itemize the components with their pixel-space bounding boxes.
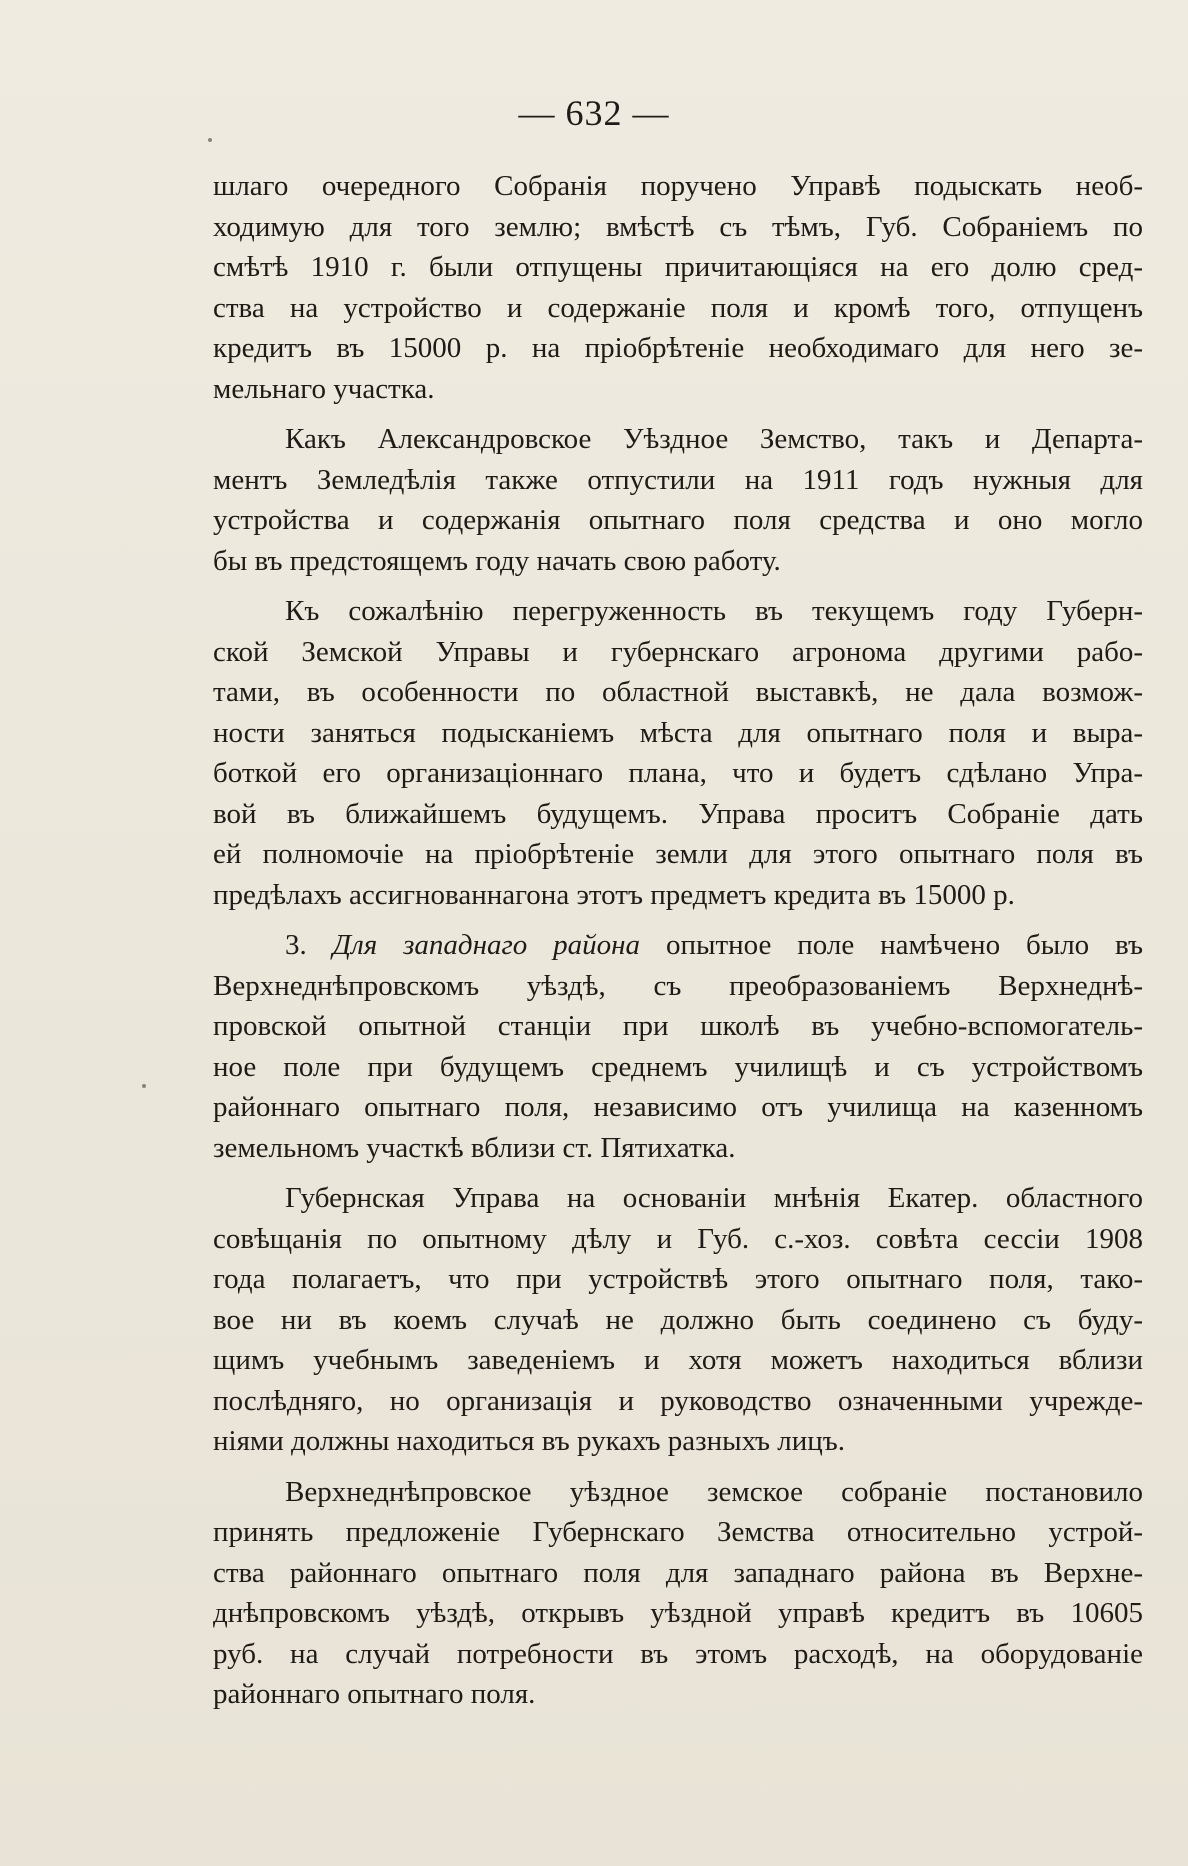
text-line: предѣлахъ ассигнованнагона этотъ предметъ кредита въ 15000 р. xyxy=(213,878,1015,911)
text-line: ментъ Земледѣлія также отпустили на 1911 годъ нужныя для xyxy=(213,463,1143,496)
text-line: днѣпровскомъ уѣздѣ, открывъ уѣздной управѣ кредитъ въ 10605 xyxy=(213,1597,1143,1629)
text-line: смѣтѣ 1910 г. были отпущены причитающіяся на его долю сред- xyxy=(213,251,1143,283)
text-fragment: опытное поле намѣчено было въ xyxy=(640,929,1144,961)
text-line: ное поле при будущемъ среднемъ училищѣ и съ устройствомъ xyxy=(213,1050,1143,1083)
paragraph-4 xyxy=(213,925,1143,1168)
body-text xyxy=(213,166,1143,1725)
text-line: щимъ учебнымъ заведеніемъ и хотя можетъ находиться вблизи xyxy=(213,1344,1143,1376)
text-line: устройства и содержанія опытнаго поля средства и оно могло xyxy=(213,504,1143,536)
text-line: ей полномочіе на пріобрѣтеніе земли для этого опытнаго поля въ xyxy=(213,838,1143,870)
item-number: 3. xyxy=(285,929,333,961)
text-line: принять предложеніе Губернскаго Земства относительно устрой- xyxy=(213,1516,1143,1548)
text-line: кредитъ въ 15000 р. на пріобрѣтеніе необходимаго для него зе- xyxy=(213,332,1143,364)
text-line: вое ни въ коемъ случаѣ не должно быть соединено съ буду- xyxy=(213,1303,1143,1336)
text-line: районнаго опытнаго поля, независимо отъ училища на казенномъ xyxy=(213,1091,1143,1123)
text-line: шлаго очередного Собранія поручено Управѣ подыскать необ- xyxy=(213,170,1143,202)
text-line: бы въ предстоящемъ году начать свою работу. xyxy=(213,544,781,577)
text-line: ходимую для того землю; вмѣстѣ съ тѣмъ, Губ. Собраніемъ по xyxy=(213,210,1143,243)
text-line: Къ сожалѣнію перегруженность въ текущемъ году Губерн- xyxy=(285,595,1143,627)
text-line: Верхнеднѣпровское уѣздное земское собраніе постановило xyxy=(285,1475,1143,1508)
text-line: Губернская Управа на основаніи мнѣнія Екатер. областного xyxy=(285,1182,1143,1214)
paragraph-2 xyxy=(213,419,1143,581)
paragraph-3 xyxy=(213,591,1143,915)
text-line: вой въ ближайшемъ будущемъ. Управа проситъ Собраніе дать xyxy=(213,797,1143,830)
text-line: года полагаетъ, что при устройствѣ этого опытнаго поля, тако- xyxy=(213,1263,1143,1295)
text-line: ской Земской Управы и губернскаго агронома другими рабо- xyxy=(213,635,1143,668)
paragraph-6 xyxy=(213,1472,1143,1715)
paragraph-1 xyxy=(213,166,1143,409)
text-line: Какъ Александровское Уѣздное Земство, такъ и Департа- xyxy=(285,423,1143,455)
page-number: — 632 — xyxy=(518,93,670,133)
text-line-with-heading xyxy=(213,925,1143,966)
text-line: мельнаго участка. xyxy=(213,372,435,405)
text-line: тами, въ особенности по областной выставкѣ, не дала возмож- xyxy=(213,676,1143,708)
text-line: послѣдняго, но организація и руководство означенными учрежде- xyxy=(213,1384,1143,1417)
section-heading-italic: Для западнаго района xyxy=(332,929,641,961)
text-line: ности заняться подысканіемъ мѣста для опытнаго поля и выра- xyxy=(213,716,1143,749)
ink-speck xyxy=(208,138,212,142)
text-line: боткой его организаціоннаго плана, что и будетъ сдѣлано Упра- xyxy=(213,757,1143,789)
text-line: совѣщанія по опытному дѣлу и Губ. с.-хоз. совѣта сессіи 1908 xyxy=(213,1222,1143,1255)
text-line: ніями должны находиться въ рукахъ разныхъ лицъ. xyxy=(213,1425,845,1457)
text-line: провской опытной станціи при школѣ въ учебно-вспомогатель- xyxy=(213,1010,1143,1042)
text-line: руб. на случай потребности въ этомъ расходѣ, на оборудованіе xyxy=(213,1637,1143,1670)
text-line: Верхнеднѣпровскомъ уѣздѣ, съ преобразованіемъ Верхнеднѣ- xyxy=(213,969,1143,1002)
paragraph-5 xyxy=(213,1178,1143,1462)
text-line: районнаго опытнаго поля. xyxy=(213,1678,536,1710)
text-line: ства районнаго опытнаго поля для западнаго района въ Верхне- xyxy=(213,1556,1143,1589)
ink-speck xyxy=(142,1084,146,1088)
text-line: ства на устройство и содержаніе поля и кромѣ того, отпущенъ xyxy=(213,291,1143,324)
text-line: земельномъ участкѣ вблизи ст. Пятихатка. xyxy=(213,1131,736,1164)
